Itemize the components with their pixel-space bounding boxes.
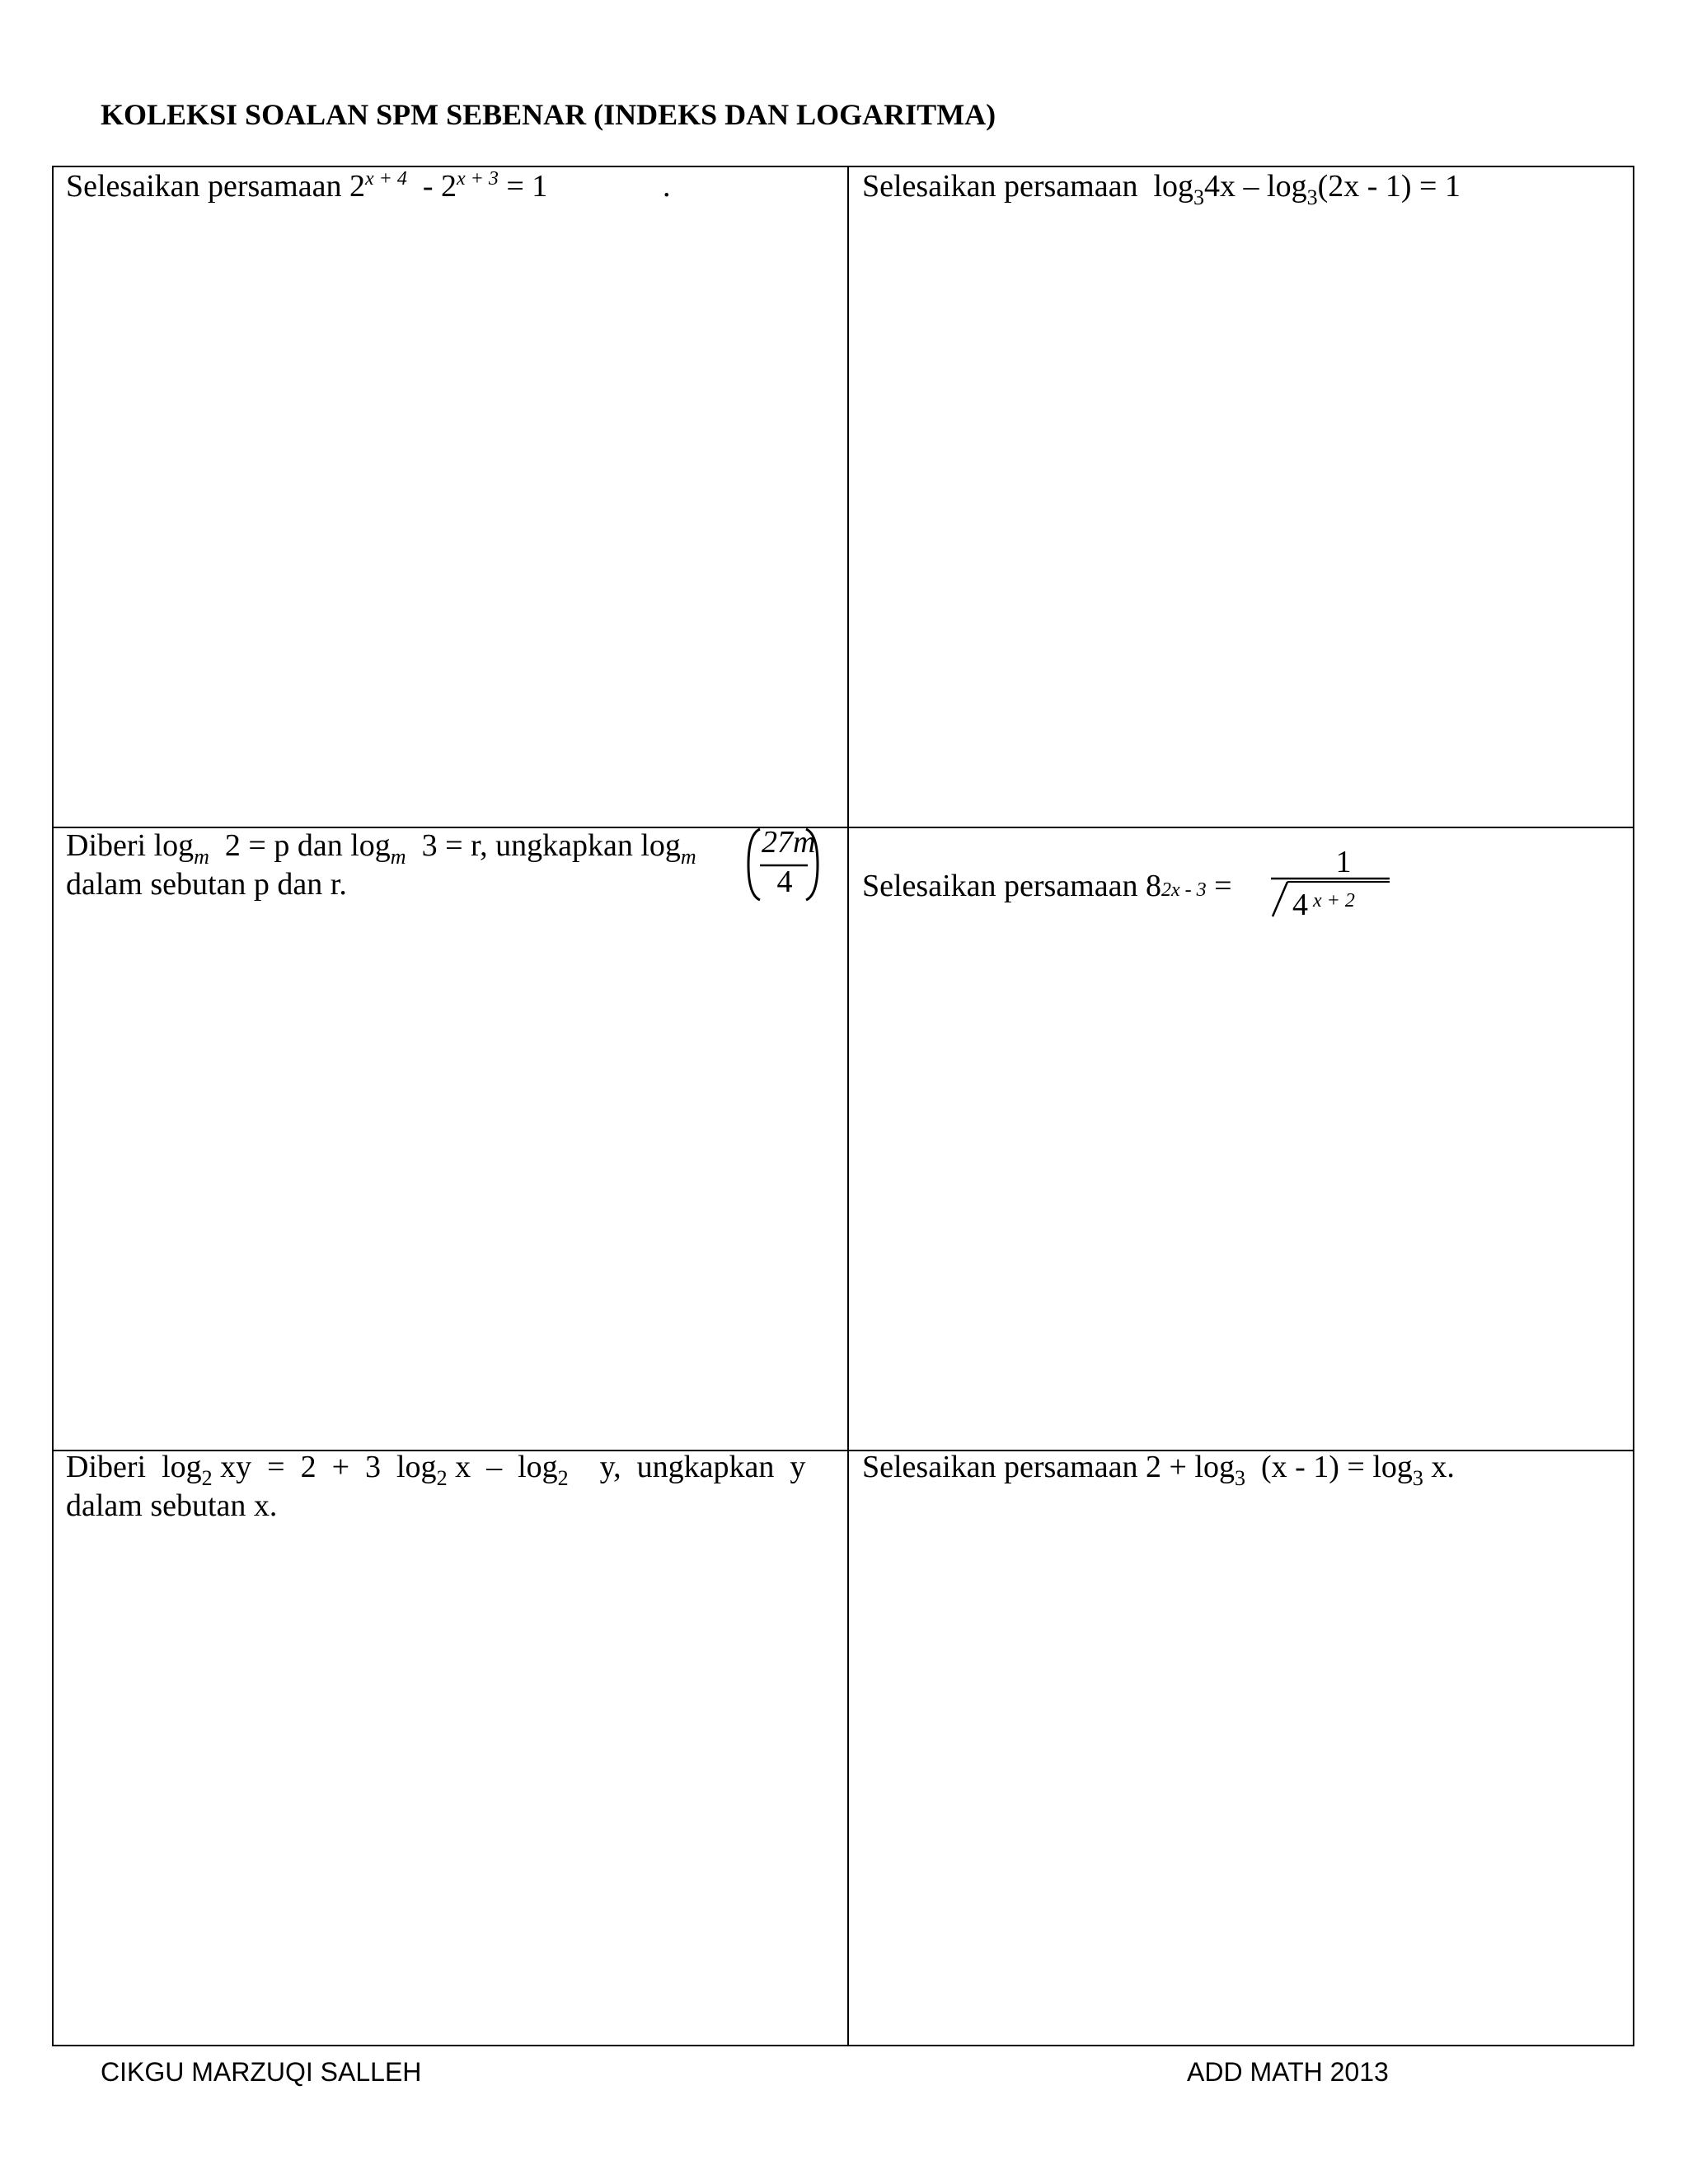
q5-base3: 2: [557, 1466, 569, 1490]
question-5-line-2: dalam sebutan x.: [66, 1488, 278, 1523]
q5-text-c: x – log: [447, 1450, 558, 1484]
q6-prefix: Selesaikan persamaan 2 + log: [862, 1450, 1235, 1484]
q3-text-b: 2 = p dan log: [209, 828, 391, 863]
q5-text-d: y, ungkapkan y: [568, 1450, 806, 1484]
q3-fraction-numerator: 27m: [762, 825, 816, 860]
q6-end: x.: [1423, 1450, 1455, 1484]
q1-minus: - 2: [406, 169, 457, 204]
q3-sub-m1: m: [194, 845, 209, 869]
q1-rhs: = 1: [498, 169, 548, 204]
q2-text1: 4x – log: [1204, 169, 1307, 204]
q1-exponent1: x + 4: [364, 168, 407, 190]
q3-fraction-denominator: 4: [776, 865, 793, 899]
q4-exponent: 2x - 3: [1160, 879, 1207, 901]
question-3-line-1: [66, 827, 696, 869]
page-title: KOLEKSI SOALAN SPM SEBENAR (INDEKS DAN LOGARITMA): [101, 98, 996, 131]
q1-trailing-dot: .: [663, 169, 671, 204]
q6-base1: 3: [1234, 1466, 1245, 1490]
question-4: [862, 867, 1232, 909]
q4-equals: =: [1206, 869, 1232, 903]
q3-text-a: Diberi log: [66, 828, 195, 863]
footer-course: ADD MATH 2013: [1187, 2057, 1389, 2087]
q5-text-b: xy = 2 + 3 log: [212, 1450, 437, 1484]
q2-base2: 3: [1306, 185, 1318, 209]
q5-base2: 2: [436, 1466, 448, 1490]
q4-fraction-numerator: 1: [1335, 845, 1352, 879]
question-3-line-2: dalam sebutan p dan r.: [66, 867, 347, 902]
q6-middle: (x - 1) = log: [1245, 1450, 1413, 1484]
q3-sub-m3: m: [680, 845, 696, 869]
q1-prefix: Selesaikan persamaan: [66, 169, 349, 204]
grid-divider-vertical: [847, 167, 849, 2045]
q4-denominator: [1292, 882, 1355, 924]
q4-den-exponent: x + 2: [1313, 890, 1355, 912]
q1-exponent2: x + 3: [456, 168, 499, 190]
q1-base1: 2: [349, 169, 365, 204]
q2-text2: (2x - 1) = 1: [1317, 169, 1461, 204]
q4-prefix: Selesaikan persamaan 8: [862, 869, 1161, 903]
q3-text-c: 3 = r, ungkapkan log: [406, 828, 681, 863]
question-6: [862, 1448, 1455, 1490]
question-1: [66, 167, 547, 205]
question-grid: [52, 166, 1634, 2046]
q4-den-base: 4: [1292, 888, 1308, 922]
q3-sub-m2: m: [390, 845, 406, 869]
q5-base1: 2: [201, 1466, 213, 1490]
q6-base2: 3: [1412, 1466, 1423, 1490]
q2-base1: 3: [1193, 185, 1205, 209]
question-2: [862, 167, 1461, 209]
q5-text-a: Diberi log: [66, 1450, 202, 1484]
footer-author: CIKGU MARZUQI SALLEH: [101, 2057, 422, 2087]
question-5-line-1: [66, 1448, 806, 1490]
q2-prefix: Selesaikan persamaan log: [862, 169, 1194, 204]
